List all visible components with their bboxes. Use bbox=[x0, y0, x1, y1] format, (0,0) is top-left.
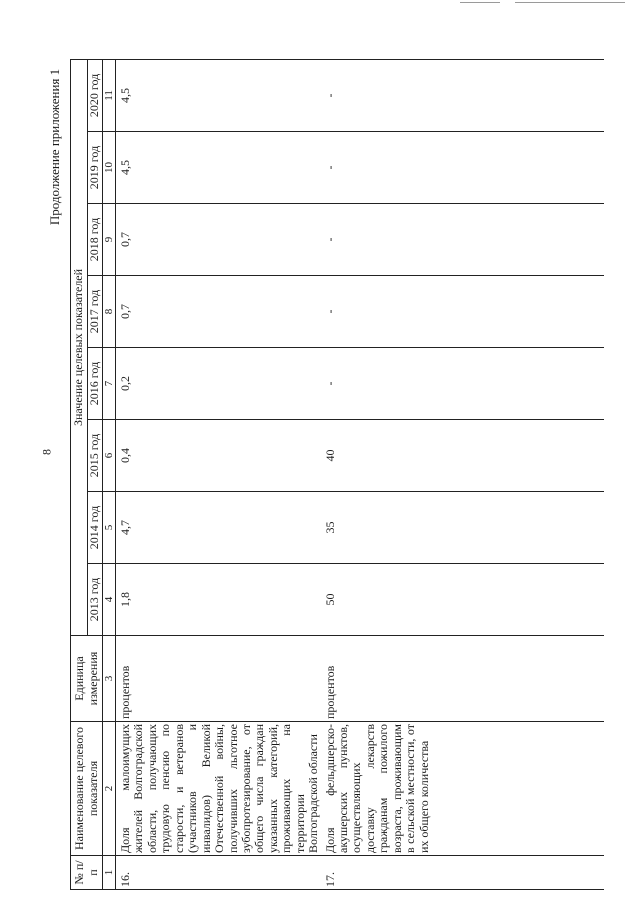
value-cell: 35 bbox=[321, 492, 604, 564]
column-number: 2 bbox=[103, 722, 116, 856]
column-number: 4 bbox=[103, 564, 116, 636]
column-number: 9 bbox=[103, 204, 116, 276]
value-cell: - bbox=[321, 132, 604, 204]
column-number: 8 bbox=[103, 276, 116, 348]
value-cell: 1,8 bbox=[116, 564, 321, 636]
column-number: 1 bbox=[103, 856, 116, 890]
header-indicator-name: Наименование целевого показателя bbox=[71, 722, 103, 856]
value-cell: - bbox=[321, 348, 604, 420]
header-year: 2019 год bbox=[88, 132, 103, 204]
value-cell: 0,2 bbox=[116, 348, 321, 420]
value-cell: - bbox=[321, 276, 604, 348]
scan-edge-line bbox=[460, 2, 500, 3]
table-row bbox=[116, 59, 321, 889]
column-number: 10 bbox=[103, 132, 116, 204]
header-unit: Единица измерения bbox=[71, 636, 103, 722]
indicator-table bbox=[70, 59, 604, 890]
value-cell: 50 bbox=[321, 564, 604, 636]
column-number: 3 bbox=[103, 636, 116, 722]
column-number: 6 bbox=[103, 420, 116, 492]
header-year: 2018 год bbox=[88, 204, 103, 276]
value-cell: 4,5 bbox=[116, 59, 321, 131]
column-number: 7 bbox=[103, 348, 116, 420]
value-cell: 0,7 bbox=[116, 204, 321, 276]
value-cell: 0,4 bbox=[116, 420, 321, 492]
header-year: 2020 год bbox=[88, 59, 103, 131]
indicator-name: Доля малоимущих жителей Волгоградской области, получающих трудовую пенсию по старости, и ветеранов (участников и инвалидов) Великой Отечественной войны, получивших льготное зубопротезирование, от общего числа граждан указанных категорий, проживающих на территории Волгоградской области bbox=[116, 722, 321, 856]
header-year: 2017 год bbox=[88, 276, 103, 348]
header-year: 2014 год bbox=[88, 492, 103, 564]
continuation-note: Продолжение приложения 1 bbox=[47, 68, 62, 226]
table-row bbox=[321, 59, 604, 889]
indicator-name: Доля фельдшерско-акушерских пунктов, осуществляющих доставку лекарств гражданам пожилого возраста, проживающим в сельской местности, от их общего количества bbox=[321, 722, 604, 856]
column-number: 11 bbox=[103, 59, 116, 131]
column-number: 5 bbox=[103, 492, 116, 564]
header-target-values: Значение целевых показателей bbox=[71, 59, 88, 635]
header-number: № п/п bbox=[71, 856, 103, 890]
value-cell: 4,5 bbox=[116, 132, 321, 204]
value-cell: - bbox=[321, 59, 604, 131]
value-cell: 40 bbox=[321, 420, 604, 492]
header-year: 2013 год bbox=[88, 564, 103, 636]
page-number: 8 bbox=[39, 449, 54, 455]
indicator-table-wrapper bbox=[70, 60, 610, 890]
indicator-unit: процентов bbox=[321, 636, 604, 722]
row-number: 16. bbox=[116, 856, 321, 890]
header-year: 2016 год bbox=[88, 348, 103, 420]
indicator-unit: процентов bbox=[116, 636, 321, 722]
value-cell: 4,7 bbox=[116, 492, 321, 564]
value-cell: - bbox=[321, 204, 604, 276]
value-cell: 0,7 bbox=[116, 276, 321, 348]
header-year: 2015 год bbox=[88, 420, 103, 492]
row-number: 17. bbox=[321, 856, 604, 890]
scan-edge-line bbox=[515, 2, 625, 3]
